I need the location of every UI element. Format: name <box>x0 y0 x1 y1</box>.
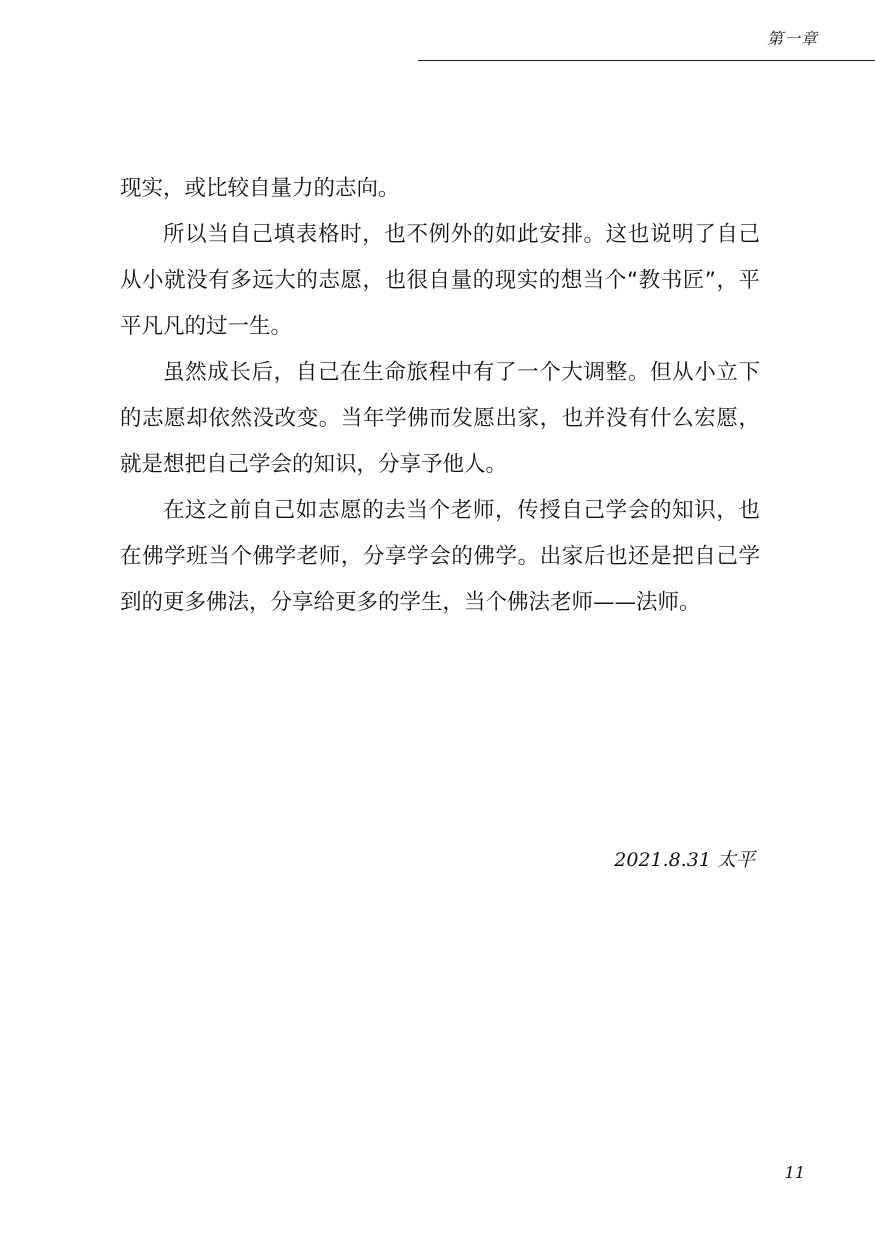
signature-date: 2021.8.31 太平 <box>614 849 755 871</box>
page-number: 11 <box>784 1163 805 1182</box>
paragraph: 在这之前自己如志愿的去当个老师，传授自己学会的知识，也在佛学班当个佛学老师，分享学会的佛学。出家后也还是把自己学到的更多佛法，分享给更多的学生，当个佛法老师——法师。 <box>120 498 760 615</box>
paragraph: 所以当自己填表格时，也不例外的如此安排。这也说明了自己从小就没有多远大的志愿，也很自量的现实的想当个“教书匠”，平平凡凡的过一生。 <box>120 222 760 339</box>
header-rule <box>418 60 875 61</box>
running-header: 第一章 <box>766 29 818 48</box>
body-text <box>120 166 760 626</box>
paragraph-continuation: 现实，或比较自量力的志向。 <box>120 176 400 201</box>
paragraph: 虽然成长后，自己在生命旅程中有了一个大调整。但从小立下的志愿却依然没改变。当年学佛而发愿出家，也并没有什么宏愿，就是想把自己学会的知识，分享予他人。 <box>120 360 760 477</box>
